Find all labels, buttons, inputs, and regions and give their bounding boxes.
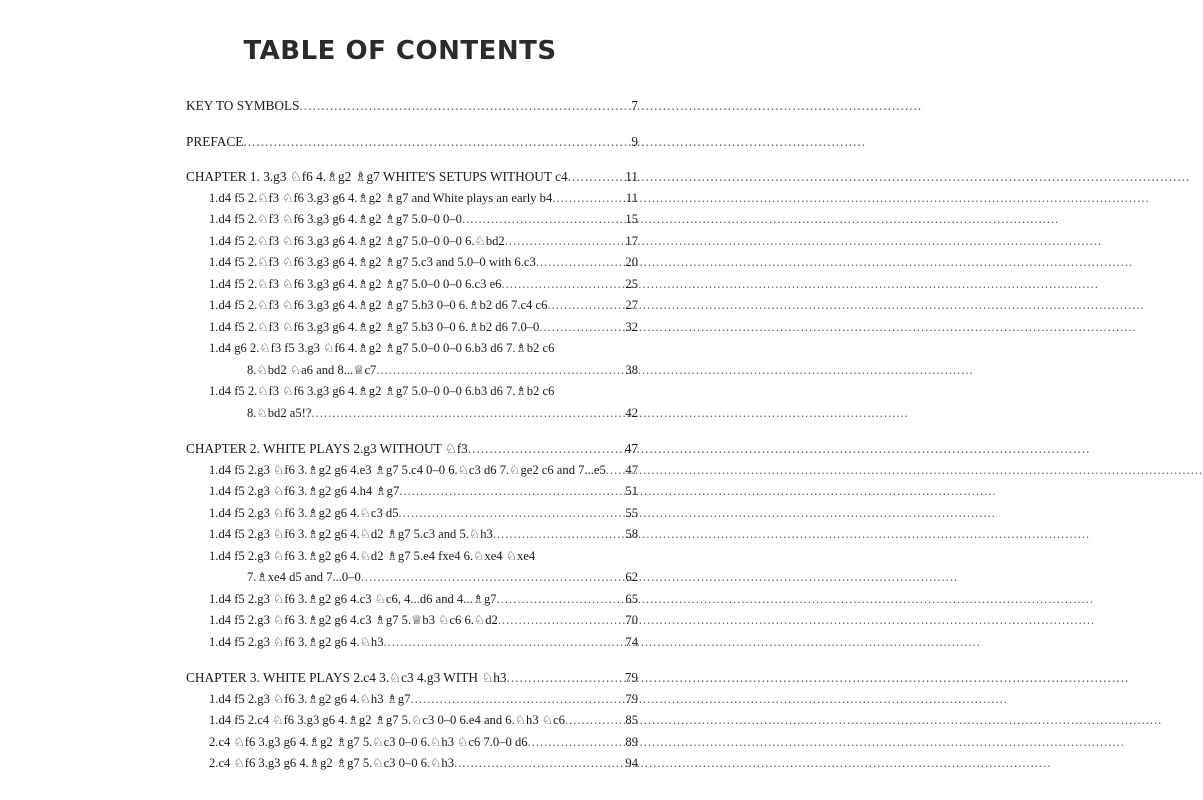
leader-dots <box>384 632 625 654</box>
entry-text: 1.d4 f5 2.♘f3 ♘f6 3.g3 g6 4.♗g2 ♗g7 5.b3 0–0 6.♗b2 d6 7.c4 c6 <box>209 298 548 312</box>
entry-text: 1.d4 f5 2.g3 ♘f6 3.♗g2 g6 4.♘h3 <box>209 634 384 649</box>
leader-dots <box>493 524 625 546</box>
toc-section <box>186 95 638 117</box>
page-title: TABLE OF CONTENTS <box>243 36 557 66</box>
page-number: 9 <box>631 133 638 149</box>
toc-entry[interactable] <box>186 546 638 589</box>
leader-dots <box>497 589 625 611</box>
entry-text-continued: 7.♗xe4 d5 and 7...0–0 <box>247 570 361 584</box>
page-number: 79 <box>625 691 638 706</box>
leader-dots <box>243 131 627 153</box>
page-number: 20 <box>625 255 638 269</box>
toc-entry[interactable] <box>186 338 638 381</box>
leader-dots <box>399 503 625 525</box>
leader-dots <box>528 732 625 754</box>
toc-heading[interactable] <box>186 667 638 689</box>
leader-dots <box>454 753 624 775</box>
entry-text: 1.d4 f5 2.♘f3 ♘f6 3.g3 g6 4.♗g2 ♗g7 5.0–0 0–0 6.b3 d6 7.♗b2 c6 <box>209 384 555 398</box>
leader-dots <box>507 667 624 689</box>
page-number: 62 <box>625 570 638 584</box>
leader-dots <box>501 274 624 296</box>
page-number: 58 <box>625 527 638 541</box>
entry-text: 1.d4 f5 2.♘f3 ♘f6 3.g3 g6 4.♗g2 ♗g7 5.0–0 0–0 6.♘bd2 <box>209 233 505 248</box>
entry-text: PREFACE <box>186 133 244 149</box>
leader-dots <box>505 231 625 253</box>
entry-text: 1.d4 f5 2.g3 ♘f6 3.♗g2 g6 4.e3 ♗g7 5.c4 0–0 6.♘c3 d6 7.♘ge2 c6 and 7...e5 <box>209 462 606 477</box>
entry-text: 1.d4 f5 2.g3 ♘f6 3.♗g2 g6 4.c3 ♗g7 5.♕b3 ♘c6 6.♘d2 <box>209 613 498 627</box>
toc-entry[interactable] <box>186 188 638 210</box>
leader-dots <box>462 209 624 231</box>
page-number: 65 <box>625 591 638 606</box>
leader-dots <box>361 567 625 589</box>
toc-entry[interactable] <box>186 231 638 253</box>
toc-entry[interactable] <box>186 524 638 546</box>
toc-entry[interactable] <box>186 589 638 611</box>
toc-entry[interactable] <box>186 710 638 732</box>
toc-entry[interactable] <box>186 503 638 525</box>
toc-heading[interactable] <box>186 95 638 117</box>
entry-text: 1.d4 f5 2.g3 ♘f6 3.♗g2 g6 4.♘d2 ♗g7 5.c3 and 5.♘h3 <box>209 527 493 541</box>
entry-text: 1.d4 f5 2.♘f3 ♘f6 3.g3 g6 4.♗g2 ♗g7 and White plays an early b4 <box>209 190 553 205</box>
toc-entry[interactable] <box>186 381 638 424</box>
toc-entry[interactable] <box>186 317 638 339</box>
entry-text: 1.d4 g6 2.♘f3 f5 3.g3 ♘f6 4.♗g2 ♗g7 5.0–0 0–0 6.b3 d6 7.♗b2 c6 <box>209 341 555 355</box>
entry-text: 1.d4 f5 2.g3 ♘f6 3.♗g2 g6 4.h4 ♗g7 <box>209 484 400 498</box>
page-number: 11 <box>625 169 638 184</box>
page-number: 27 <box>625 298 638 312</box>
toc-entry[interactable] <box>186 732 638 754</box>
page-number: 25 <box>625 276 638 291</box>
leader-dots <box>300 95 627 117</box>
leader-dots <box>606 460 625 482</box>
toc-entry[interactable] <box>186 460 638 482</box>
entry-text: 2.c4 ♘f6 3.g3 g6 4.♗g2 ♗g7 5.♘c3 0–0 6.♘h3 <box>209 756 454 770</box>
leader-dots <box>552 188 625 210</box>
toc-section <box>186 438 638 653</box>
toc-section <box>186 166 638 424</box>
toc-entry[interactable] <box>186 689 638 711</box>
toc-entry[interactable] <box>186 274 638 296</box>
entry-text: CHAPTER 3. WHITE PLAYS 2.c4 3.♘c3 4.g3 WITH ♘h3 <box>186 670 507 685</box>
entry-text: 1.d4 f5 2.♘f3 ♘f6 3.g3 g6 4.♗g2 ♗g7 5.c3 and 5.0–0 with 6.c3 <box>209 255 536 269</box>
toc-entry[interactable] <box>186 610 638 632</box>
page-number: 47 <box>624 441 638 456</box>
table-of-contents <box>186 95 638 789</box>
toc-entry[interactable] <box>186 632 638 654</box>
entry-text: CHAPTER 1. 3.g3 ♘f6 4.♗g2 ♗g7 WHITE'S SETUPS WITHOUT c4 <box>186 169 568 184</box>
leader-dots <box>547 295 624 317</box>
toc-section <box>186 667 638 775</box>
toc-heading[interactable] <box>186 438 638 460</box>
entry-text: CHAPTER 2. WHITE PLAYS 2.g3 WITHOUT ♘f3 <box>186 441 468 456</box>
entry-text: KEY TO SYMBOLS <box>186 98 300 113</box>
leader-dots <box>498 610 625 632</box>
toc-entry[interactable] <box>186 209 638 231</box>
entry-text: 1.d4 f5 2.♘f3 ♘f6 3.g3 g6 4.♗g2 ♗g7 5.b3 0–0 6.♗b2 d6 7.0–0 <box>209 319 540 334</box>
entry-text: 1.d4 f5 2.g3 ♘f6 3.♗g2 g6 4.c3 ♘c6, 4...d6 and 4...♗g7 <box>209 591 497 606</box>
entry-text: 1.d4 f5 2.g3 ♘f6 3.♗g2 g6 4.♘h3 ♗g7 <box>209 691 411 706</box>
leader-dots <box>539 317 624 339</box>
leader-dots <box>536 252 625 274</box>
page-number: 38 <box>625 362 638 377</box>
page-number: 94 <box>625 756 638 770</box>
page-number: 11 <box>625 190 638 205</box>
entry-text-continued: 8.♘bd2 ♘a6 and 8...♕c7 <box>247 362 377 377</box>
entry-text: 1.d4 f5 2.g3 ♘f6 3.♗g2 g6 4.♘d2 ♗g7 5.e4 fxe4 6.♘xe4 ♘xe4 <box>209 548 536 563</box>
entry-text: 1.d4 f5 2.♘f3 ♘f6 3.g3 g6 4.♗g2 ♗g7 5.0–0 0–0 6.c3 e6 <box>209 276 502 291</box>
leader-dots <box>568 166 625 188</box>
leader-dots <box>565 710 624 732</box>
leader-dots <box>411 689 625 711</box>
entry-text: 2.c4 ♘f6 3.g3 g6 4.♗g2 ♗g7 5.♘c3 0–0 6.♘h3 ♘c6 7.0–0 d6 <box>209 734 528 749</box>
page-number: 74 <box>625 634 638 649</box>
page-number: 7 <box>631 98 638 113</box>
entry-text-continued: 8.♘bd2 a5!? <box>247 405 312 420</box>
page-number: 85 <box>625 713 638 727</box>
page-number: 79 <box>624 670 638 685</box>
entry-text: 1.d4 f5 2.c4 ♘f6 3.g3 g6 4.♗g2 ♗g7 5.♘c3 0–0 6.e4 and 6.♘h3 ♘c6 <box>209 713 565 727</box>
toc-entry[interactable] <box>186 252 638 274</box>
leader-dots <box>311 403 624 425</box>
leader-dots <box>399 481 624 503</box>
toc-entry[interactable] <box>186 295 638 317</box>
entry-text: 1.d4 f5 2.g3 ♘f6 3.♗g2 g6 4.♘c3 d5 <box>209 505 399 520</box>
page-number: 17 <box>625 233 638 248</box>
toc-section <box>186 131 638 153</box>
leader-dots <box>376 360 624 382</box>
page-number: 89 <box>625 734 638 749</box>
toc-heading[interactable] <box>186 166 638 188</box>
leader-dots <box>468 438 624 460</box>
page-number: 47 <box>625 462 638 477</box>
toc-entry[interactable] <box>186 753 638 775</box>
page-number: 15 <box>625 212 638 226</box>
toc-heading[interactable] <box>186 131 638 153</box>
toc-entry[interactable] <box>186 481 638 503</box>
page-number: 51 <box>625 484 638 498</box>
page-number: 55 <box>625 505 638 520</box>
page-number: 70 <box>625 613 638 627</box>
entry-text: 1.d4 f5 2.♘f3 ♘f6 3.g3 g6 4.♗g2 ♗g7 5.0–0 0–0 <box>209 212 462 226</box>
page-number: 32 <box>625 319 638 334</box>
page-number: 42 <box>625 405 638 420</box>
